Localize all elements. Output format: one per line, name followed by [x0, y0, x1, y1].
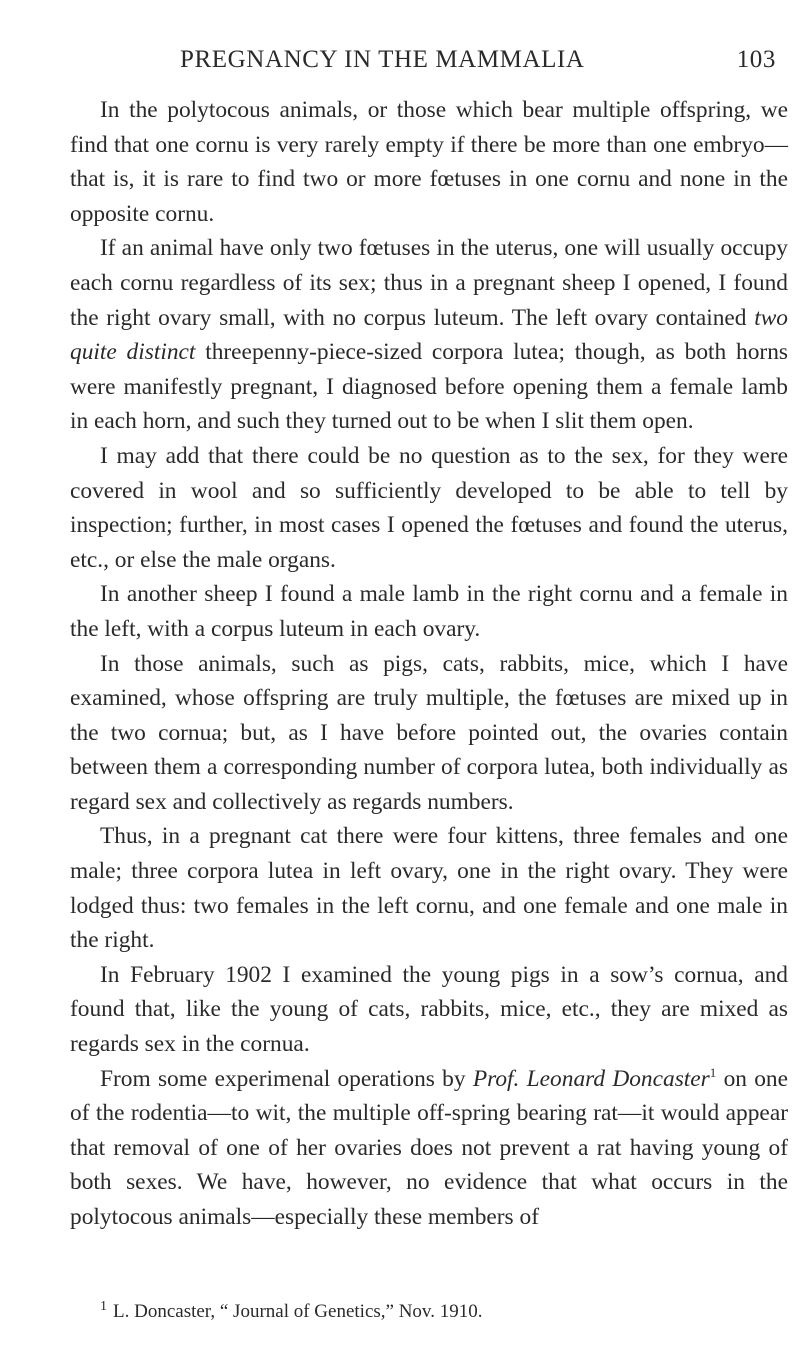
paragraph-3: I may add that there could be no question as to the sex, for they were covered in wool and so sufficiently developed to be able to tell by inspection; further, in most cases I opened the fœtuses and found the uterus, etc., or else the male organs.: [70, 442, 788, 573]
running-title: PREGNANCY IN THE MAMMALIA: [180, 46, 585, 73]
paragraph-8-author: Prof. Leonard Doncaster: [472, 1065, 710, 1092]
running-head: [180, 46, 798, 86]
paragraph-8-text-a: From some experimenal operations by: [100, 1065, 473, 1092]
footnote: [100, 1299, 790, 1325]
paragraph-8-text-b: on one of the rodentia—to wit, the multiple off-spring bearing rat—it would appear that removal of one of her ovaries does not prevent a rat having young of both sexes. We have, however, no evidence that what occurs in the polytocous animals—especially these members of: [70, 1065, 788, 1230]
paragraph-2-text-a: If an animal have only two fœtuses in the uterus, one will usually occupy each cornu regardless of its sex; thus in a pregnant sheep I opened, I found the right ovary small, with no corpus luteum. The left ovary contained: [70, 235, 788, 331]
footnote-reference: 1: [709, 1064, 717, 1080]
paragraph-2: [70, 231, 788, 439]
body-text: [70, 93, 788, 1235]
paragraph-2-text-b: threepenny-piece-sized corpora lutea; though, as both horns were manifestly pregnant, I diagnosed before opening them a female lamb in each horn, and such they turned out to be when I slit them open.: [70, 339, 788, 435]
page-number: 103: [736, 46, 776, 73]
footnote-text: L. Doncaster, “ Journal of Genetics,” Nov. 1910.: [113, 1301, 483, 1322]
footnote-mark: 1: [100, 1298, 107, 1314]
paragraph-5: In those animals, such as pigs, cats, rabbits, mice, which I have examined, whose offspring are truly multiple, the fœtuses are mixed up in the two cornua; but, as I have before pointed out, the ovaries contain between them a corresponding number of corpora lutea, both individually as regard sex and collectively as regards numbers.: [70, 650, 788, 815]
paragraph-6: Thus, in a pregnant cat there were four kittens, three females and one male; three corpora lutea in left ovary, one in the right ovary. They were lodged thus: two females in the left cornu, and one female and one male in the right.: [70, 823, 788, 954]
paragraph-8: [70, 1062, 788, 1235]
paragraph-2-emphasis: two quite distinct: [70, 304, 788, 366]
paragraph-7: In February 1902 I examined the young pigs in a sow’s cornua, and found that, like the young of cats, rabbits, mice, etc., they are mixed as regards sex in the cornua.: [70, 961, 788, 1058]
paragraph-4: In another sheep I found a male lamb in the right cornu and a female in the left, with a corpus luteum in each ovary.: [70, 581, 788, 642]
paragraph-1: In the polytocous animals, or those which bear multiple offspring, we find that one cornu is very rarely empty if there be more than one embryo—that is, it is rare to find two or more fœtuses in one cornu and none in the opposite cornu.: [70, 97, 788, 227]
